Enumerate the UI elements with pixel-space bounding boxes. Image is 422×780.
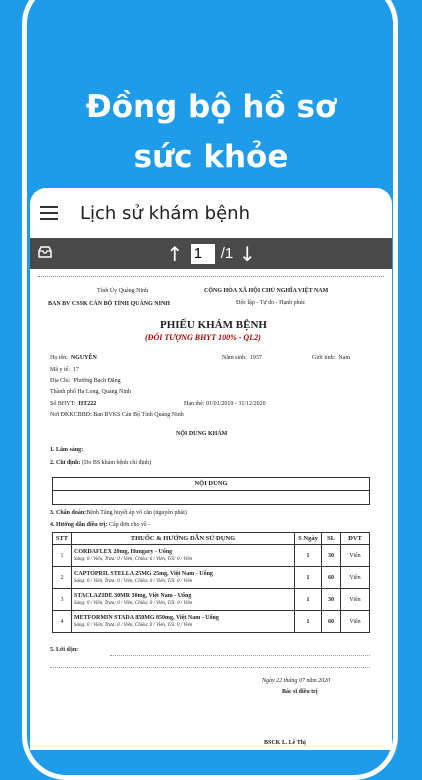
page-number-input[interactable]: 1	[191, 244, 215, 264]
section-4: 4. Hướng dẫn điều trị:	[50, 522, 108, 528]
divider	[50, 667, 370, 668]
inbox-tray-icon[interactable]	[38, 246, 52, 258]
section-1: 1. Lâm sàng:	[50, 447, 84, 453]
org-main: BAN BV CSSK CÁN BỘ TỈNH QUẢNG NINH	[48, 301, 170, 307]
cell-days: 1	[295, 611, 322, 633]
name-label: Họ tên:	[50, 355, 68, 361]
drug-name: CORDAFLEX 20mg, Hungary - Uống	[74, 549, 173, 555]
drug-name: METFORMIN STADA 850MG 850mg, Việt Nam - Uống	[74, 615, 219, 621]
cell-stt: 2	[53, 567, 72, 589]
bhyt-label: Số BHYT:	[50, 401, 76, 407]
table-header-row	[53, 533, 370, 545]
cell-stt: 3	[53, 589, 72, 611]
cell-unit: Viên	[341, 567, 370, 589]
patient-name: NGUYỄN	[70, 355, 97, 361]
col-qty: SL	[322, 533, 341, 545]
col-stt: STT	[53, 533, 72, 545]
sign-date: Ngày 22 tháng 07 năm 2020	[262, 678, 331, 684]
drug-usage: Sáng: 0 / Viên, Trưa: 0 / Viên, Chiều: 0 / Viên, Tối: 0 / Viên	[74, 623, 193, 628]
app-screen	[30, 188, 392, 750]
section-heading: NỘI DUNG KHÁM	[176, 431, 228, 437]
cell-unit: Viên	[341, 545, 370, 567]
section-2: 2. Chỉ định:	[50, 460, 81, 466]
validity: 01/01/2019 - 31/12/2020	[206, 401, 266, 407]
birth-label: Năm sinh:	[222, 355, 247, 361]
cell-qty: 30	[322, 589, 341, 611]
drug-name: STACLAZIDE 30MR 30mg, Việt Nam - Uống	[74, 593, 192, 599]
drug-usage: Sáng: 0 / Viên, Trưa: 0 / Viên, Chiều: 0 / Viên, Tối: 0 / Viên	[74, 601, 193, 606]
hero-line-1: Đồng bộ hồ sơ	[85, 89, 337, 125]
drug-usage: Sáng: 0 / Viên, Trưa: 0 / Viên, Chiều: 0 / Viên, Tối: 0 / Viên	[74, 579, 193, 584]
cell-qty: 30	[322, 545, 341, 567]
doctor-name: BSCK I.. Lê Thị	[264, 740, 306, 746]
cell-days: 1	[295, 589, 322, 611]
bhyt-number: HT222	[78, 401, 97, 407]
cell-qty: 60	[322, 567, 341, 589]
drug-usage: Sáng: 0 / Viên, Trưa: 0 / Viên, Chiều: 0 / Viên, Tối: 0 / Viên	[74, 557, 193, 562]
indication-header: NỘI DUNG	[53, 478, 369, 491]
org-top: Tỉnh Ủy Quảng Ninh	[97, 288, 149, 294]
sex-label: Giới tính:	[312, 355, 336, 361]
address-line-1: Phường Bạch Đằng	[73, 378, 121, 384]
page-up-arrow-icon[interactable]: ↑	[166, 241, 184, 266]
hero-heading	[0, 82, 422, 182]
divider	[110, 655, 370, 656]
id-label: Mã y tế:	[50, 367, 70, 373]
col-days: S Ngày	[295, 533, 322, 545]
validity-label: Hạn thẻ:	[184, 401, 205, 407]
table-row	[53, 589, 370, 611]
doc-title: PHIẾU KHÁM BỆNH	[160, 319, 267, 331]
cell-unit: Viên	[341, 589, 370, 611]
page-total: /1	[220, 245, 234, 262]
address-label: Địa Chỉ:	[50, 378, 71, 384]
kcb-label: Nơi ĐKKCBBĐ:	[50, 412, 92, 418]
section-2-note: (Do BS khám bệnh chỉ định)	[82, 460, 152, 466]
pdf-toolbar	[30, 238, 392, 269]
cell-stt: 4	[53, 611, 72, 633]
address-line-2: Thành phố Hạ Long, Quảng Ninh	[50, 389, 131, 395]
drug-name: CAPTOPRIL STELLA 25MG 25mg, Việt Nam - Uống	[74, 571, 213, 577]
kcb-place: Ban BVKS Cán Bộ Tỉnh Quảng Ninh	[93, 412, 184, 418]
table-row	[53, 611, 370, 633]
page-title: Lịch sử khám bệnh	[80, 202, 250, 224]
section-3: 3. Chẩn đoán:	[50, 510, 87, 516]
nation-header: CỘNG HÒA XÃ HỘI CHỦ NGHĨA VIỆT NAM	[204, 288, 329, 294]
table-row	[53, 567, 370, 589]
cell-unit: Viên	[341, 611, 370, 633]
birth-year: 1937	[249, 355, 262, 361]
col-unit: ĐVT	[341, 533, 370, 545]
table-row	[53, 545, 370, 567]
diagnosis: Bệnh Tăng huyết áp vô căn (nguyên phát)	[86, 510, 187, 516]
page-down-arrow-icon[interactable]: ↓	[238, 241, 256, 266]
divider	[38, 276, 384, 277]
section-5: 5. Lời dặn:	[50, 647, 79, 653]
doctor-title: Bác sĩ điều trị	[282, 689, 318, 695]
treatment: Cấp đơn cho về -	[108, 522, 151, 528]
doc-subtitle: (ĐỐI TƯỢNG BHYT 100% - QL2)	[145, 333, 261, 342]
medical-id: 17	[73, 367, 79, 373]
indication-table	[52, 477, 370, 505]
col-drug: THUỐC & HƯỚNG DẪN SỬ DỤNG	[72, 533, 295, 545]
medication-table	[52, 532, 370, 633]
sex: Nam	[338, 355, 351, 361]
cell-days: 1	[295, 567, 322, 589]
app-bar	[30, 188, 392, 238]
hero-line-2: sức khỏe	[133, 139, 289, 175]
cell-days: 1	[295, 545, 322, 567]
cell-stt: 1	[53, 545, 72, 567]
cell-qty: 60	[322, 611, 341, 633]
hamburger-menu-icon[interactable]	[40, 206, 58, 220]
motto: Độc lập - Tự do - Hạnh phúc	[236, 300, 306, 306]
